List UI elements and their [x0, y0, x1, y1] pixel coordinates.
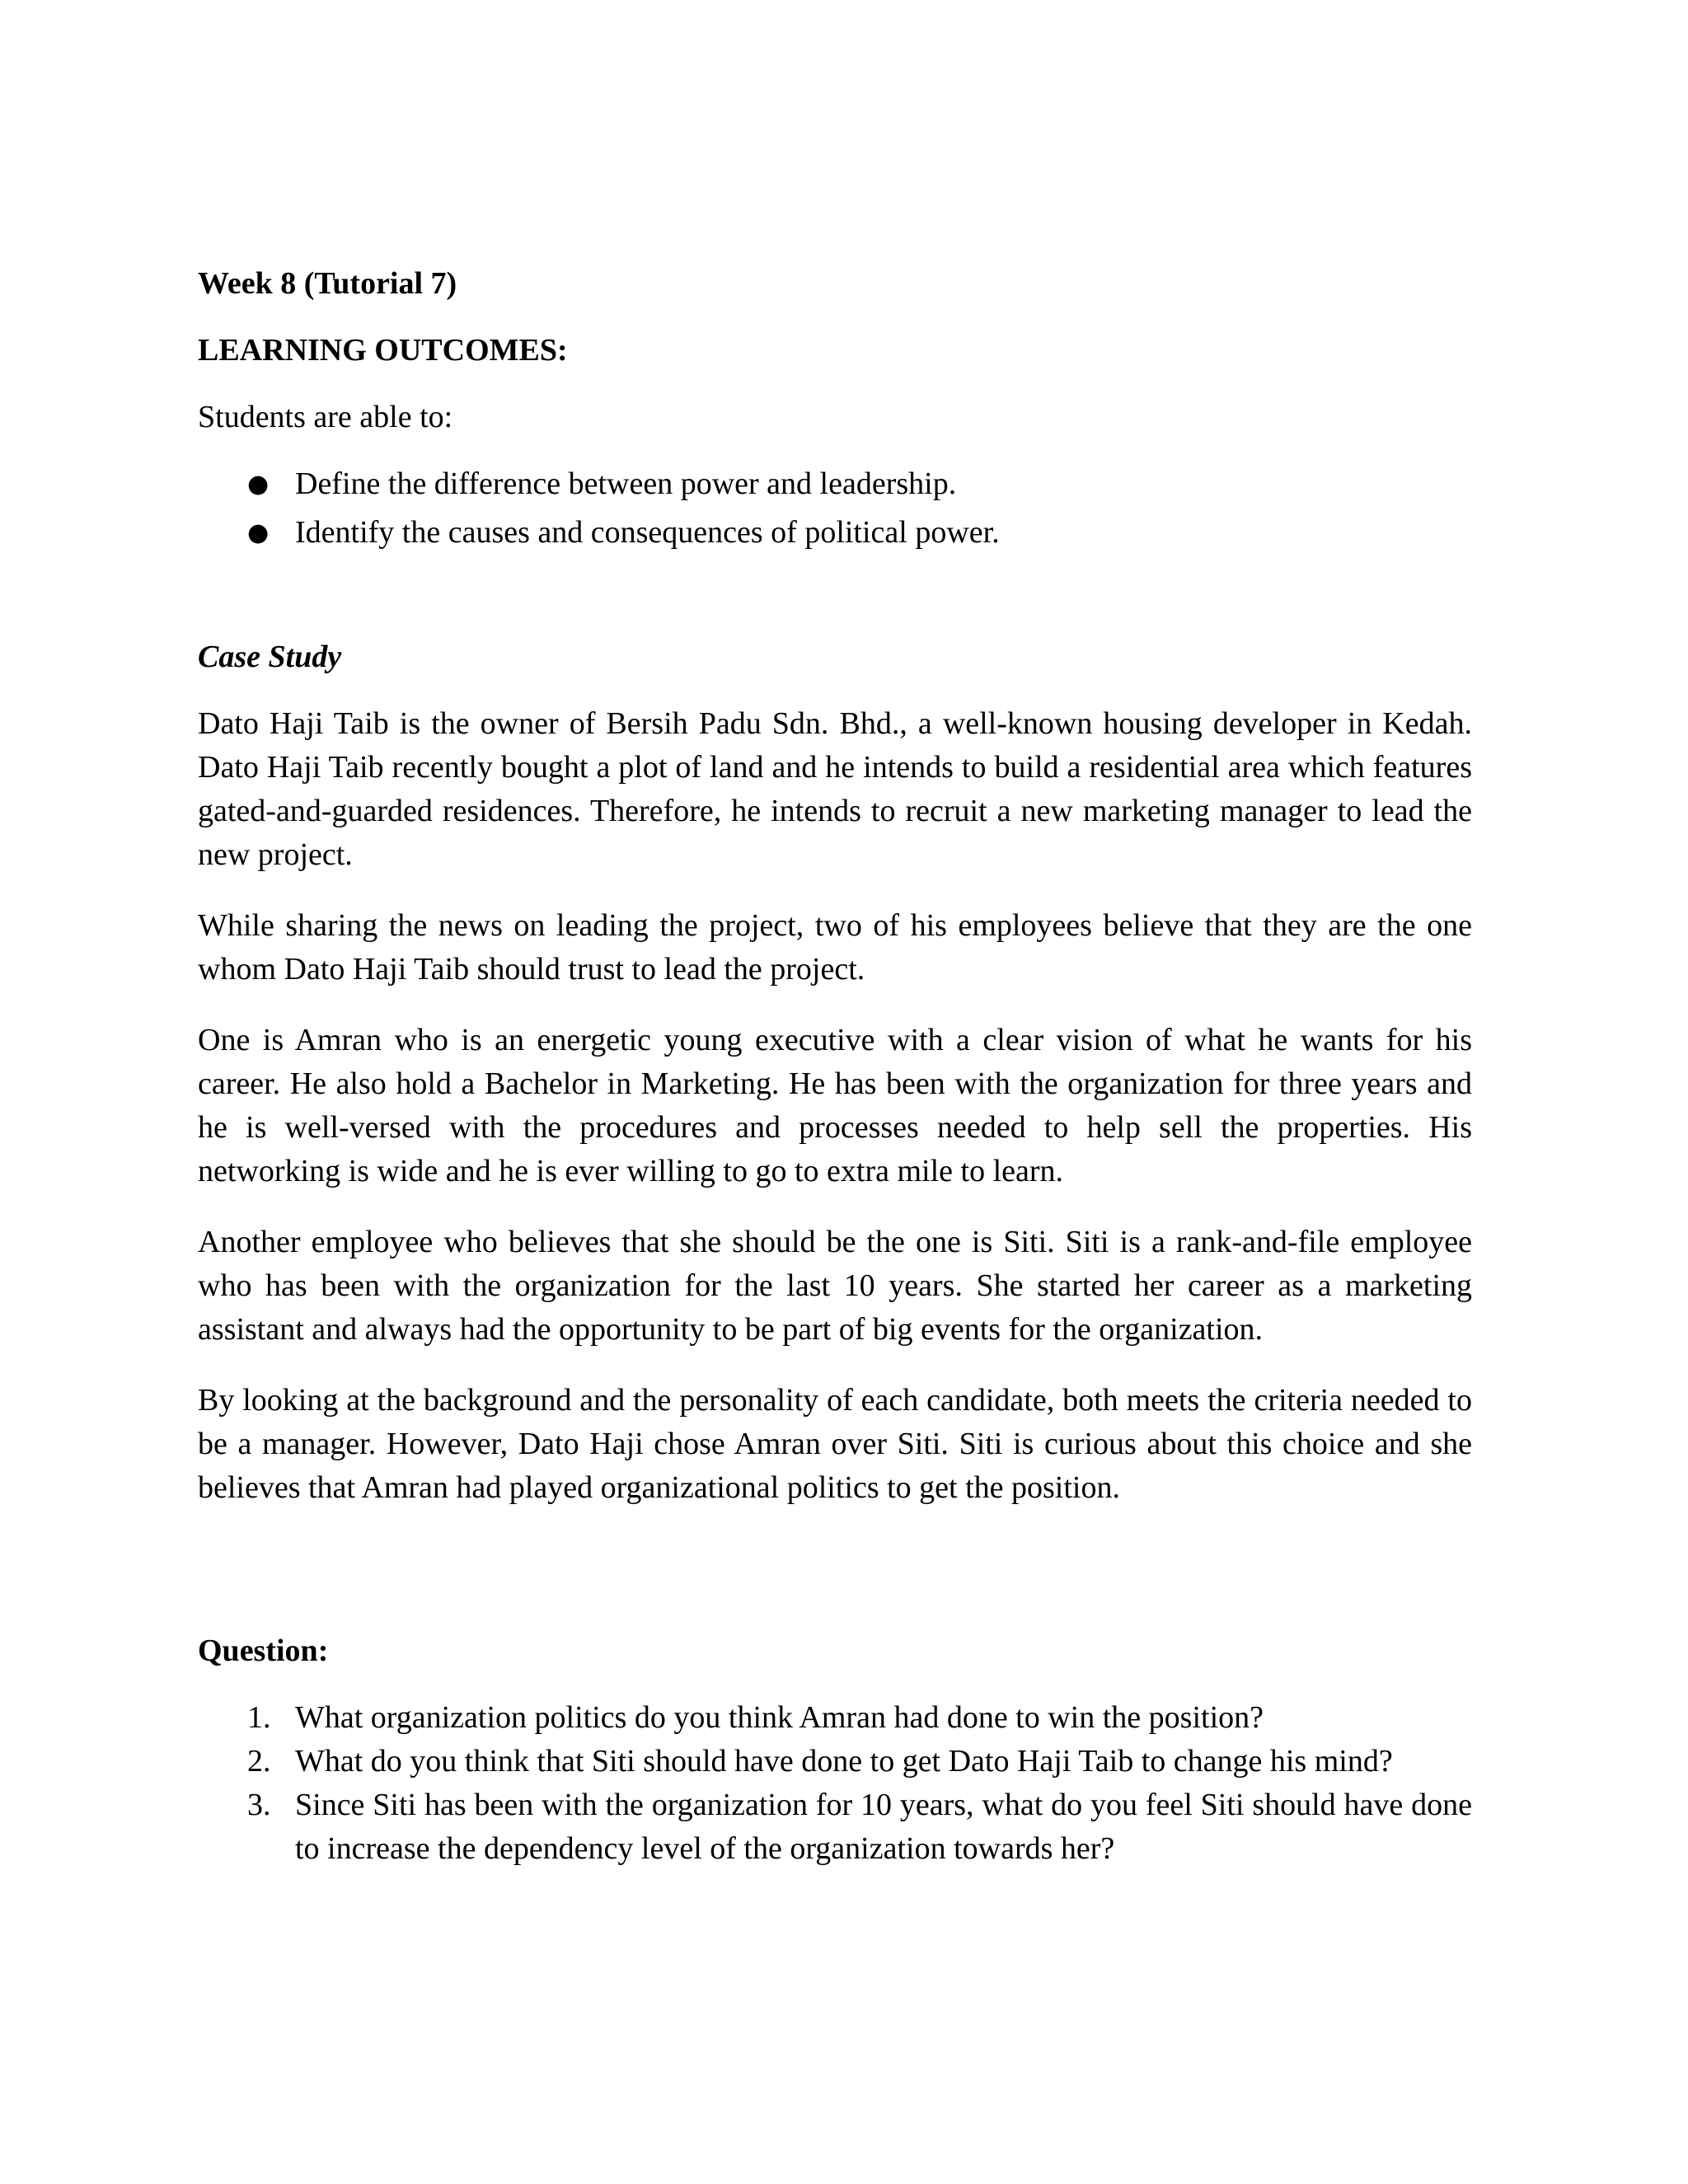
question-text: What organization politics do you think Amran had done to win the position?: [295, 1700, 1264, 1735]
question-number: 1.: [247, 1700, 271, 1735]
bullet-icon: ●: [247, 518, 270, 547]
case-study-title: Case Study: [198, 640, 342, 674]
question-item: [198, 1696, 1472, 1740]
case-paragraph: While sharing the news on leading the project, two of his employees believe that they are the one whom Dato Haji Taib should trust to lead the project.: [198, 908, 1472, 987]
question-number: 3.: [247, 1788, 271, 1822]
bullet-icon: ●: [247, 470, 270, 499]
outcome-text: Define the difference between power and leadership.: [295, 466, 957, 501]
case-paragraph: One is Amran who is an energetic young executive with a clear vision of what he wants for his career. He also hold a Bachelor in Marketing. He has been with the organization for three years and he is well-versed with the procedures and processes needed to help sell the properties. His networking is wide and he is ever willing to go to extra mile to learn.: [198, 1023, 1472, 1188]
outcome-text: Identify the causes and consequences of political power.: [295, 515, 1000, 550]
question-text: Since Siti has been with the organization for 10 years, what do you feel Siti should have done to increase the dependency level of the organization towards her?: [295, 1788, 1472, 1866]
document-page: [198, 262, 1472, 1871]
case-paragraph: Dato Haji Taib is the owner of Bersih Padu Sdn. Bhd., a well-known housing developer in Kedah. Dato Haji Taib recently bought a plot of land and he intends to build a residential area which features gated-and-guarded residences. Therefore, he intends to recruit a new marketing manager to lead the new project.: [198, 706, 1472, 872]
outcomes-list: [198, 462, 1472, 555]
question-item: [198, 1740, 1472, 1783]
case-paragraph: Another employee who believes that she should be the one is Siti. Siti is a rank-and-file employee who has been with the organization for the last 10 years. She started her career as a marketing assistant and always had the opportunity to be part of big events for the organization.: [198, 1225, 1472, 1347]
question-text: What do you think that Siti should have done to get Dato Haji Taib to change his mind?: [295, 1744, 1393, 1779]
outcome-item: [198, 511, 1472, 555]
questions-list: [198, 1696, 1472, 1871]
question-item: [198, 1783, 1472, 1871]
question-heading: Question:: [198, 1633, 329, 1668]
case-paragraph: By looking at the background and the personality of each candidate, both meets the criteria needed to be a manager. However, Dato Haji chose Amran over Siti. Siti is curious about this choice and she believes that Amran had played organizational politics to get the position.: [198, 1383, 1472, 1505]
week-title: Week 8 (Tutorial 7): [198, 266, 457, 301]
learning-outcomes-heading: LEARNING OUTCOMES:: [198, 333, 568, 368]
question-number: 2.: [247, 1744, 271, 1779]
outcomes-intro: Students are able to:: [198, 400, 453, 434]
outcome-item: [198, 462, 1472, 506]
